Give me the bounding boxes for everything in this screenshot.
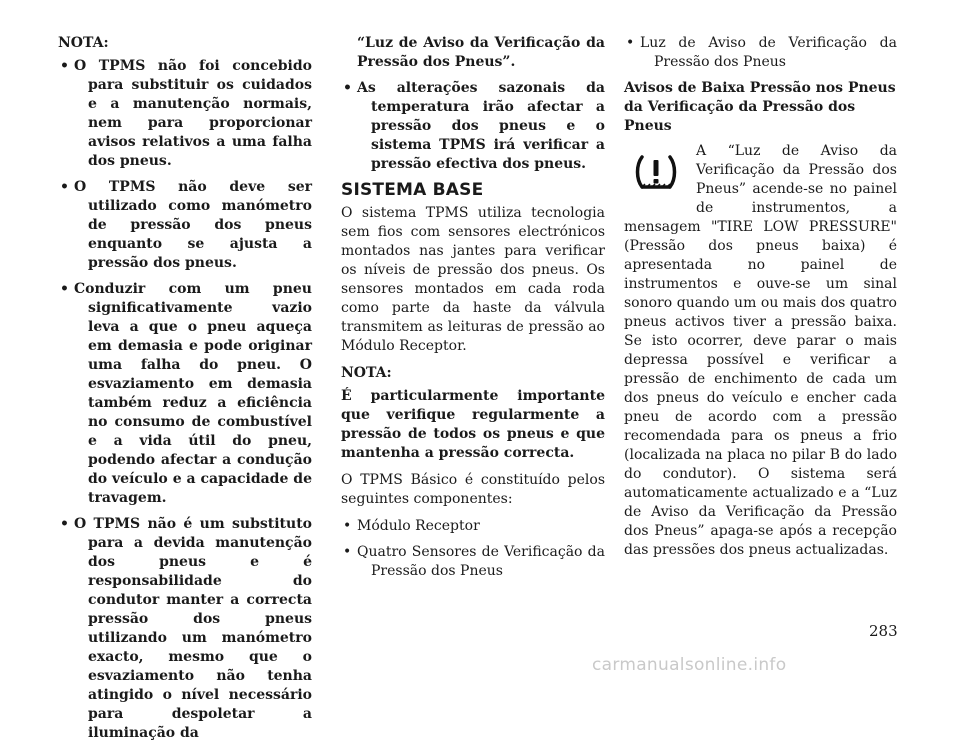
list-item: • O TPMS não foi concebido para substituir os cuidados e a manutenção normais, nem para proporcionar avisos relativos a uma falha dos pneus. — [58, 57, 312, 171]
list-item: • As alterações sazonais da temperatura irão afectar a pressão dos pneus e o sistema TPMS irá verificar a pressão efectiva dos pneus. — [341, 79, 605, 174]
list-item: • Luz de Aviso de Verificação da Pressão dos Pneus — [624, 34, 897, 72]
paragraph: A “Luz de Aviso da Verificação da Pressão dos Pneus” acende-se no painel de instrumentos, a mensagem "TIRE LOW PRESSURE" (Pressão dos pneus baixa) é apresentada no painel de instrumentos e ouve-se um sinal sonoro quando um ou mais dos quatro pneus activos tiver a pressão baixa. Se isto ocorrer, deve parar o mais depressa possível e verificar a pressão de enchimento de cada um dos pneus do veículo e encher cada pneu de acordo com a pressão recomendada para os pneus a frio (localizada na placa no pilar B do lado do condutor). O sistema será automaticamente actualizado e a “Luz de Aviso da Verificação da Pressão dos Pneus” apaga-se após a recepção das pressões dos pneus actualizadas. — [624, 143, 897, 558]
components-list — [341, 517, 605, 581]
watermark: carmanualsonline.info — [592, 655, 787, 675]
section-heading: SISTEMA BASE — [341, 180, 484, 200]
list-item: • Módulo Receptor — [341, 517, 605, 536]
paragraph: O sistema TPMS utiliza tecnologia sem fios com sensores electrónicos montados nas jantes para verificar os níveis de pressão dos pneus. Os sensores montados em cada roda como parte da haste da válvula transmitem as leituras de pressão ao Módulo Receptor. — [341, 205, 605, 354]
subsection-heading: Avisos de Baixa Pressão nos Pneus da Verificação da Pressão dos Pneus — [624, 80, 896, 134]
note-label: NOTA: — [341, 365, 392, 381]
column-middle — [341, 34, 605, 588]
warning-paragraph-block — [624, 142, 897, 568]
list-item: • O TPMS não deve ser utilizado como manómetro de pressão dos pneus enquanto se ajusta a pressão dos pneus. — [58, 178, 312, 273]
tpms-notes-list — [58, 57, 312, 743]
list-item: • Quatro Sensores de Verificação da Pressão dos Pneus — [341, 543, 605, 581]
components-list-cont — [624, 34, 897, 72]
note-text: É particularmente importante que verifique regularmente a pressão de todos os pneus e que mantenha a pressão correcta. — [341, 388, 605, 461]
note-label: NOTA: — [58, 35, 109, 51]
column-left — [58, 34, 312, 750]
list-item: • Conduzir com um pneu significativamente vazio leva a que o pneu aqueça em demasia e pode originar uma falha do pneu. O esvaziamento em demasia também reduz a eficiência no consumo de combustível e a vida útil do pneu, podendo afectar a condução do veículo e a capacidade de travagem. — [58, 280, 312, 508]
page-number: 283 — [869, 622, 898, 640]
tire-pressure-warning-icon — [624, 144, 688, 200]
paragraph: O TPMS Básico é constituído pelos seguintes componentes: — [341, 472, 605, 507]
seasonal-note-list — [341, 79, 605, 174]
list-item: • O TPMS não é um substituto para a devida manutenção dos pneus e é responsabilidade do condutor manter a correcta pressão dos pneus utilizando um manómetro exacto, mesmo que o esvaziamento não tenha atingido o nível necessário para despoletar a iluminação da — [58, 515, 312, 743]
list-item-continuation: “Luz de Aviso da Verificação da Pressão dos Pneus”. — [357, 35, 605, 70]
column-right — [624, 34, 897, 568]
